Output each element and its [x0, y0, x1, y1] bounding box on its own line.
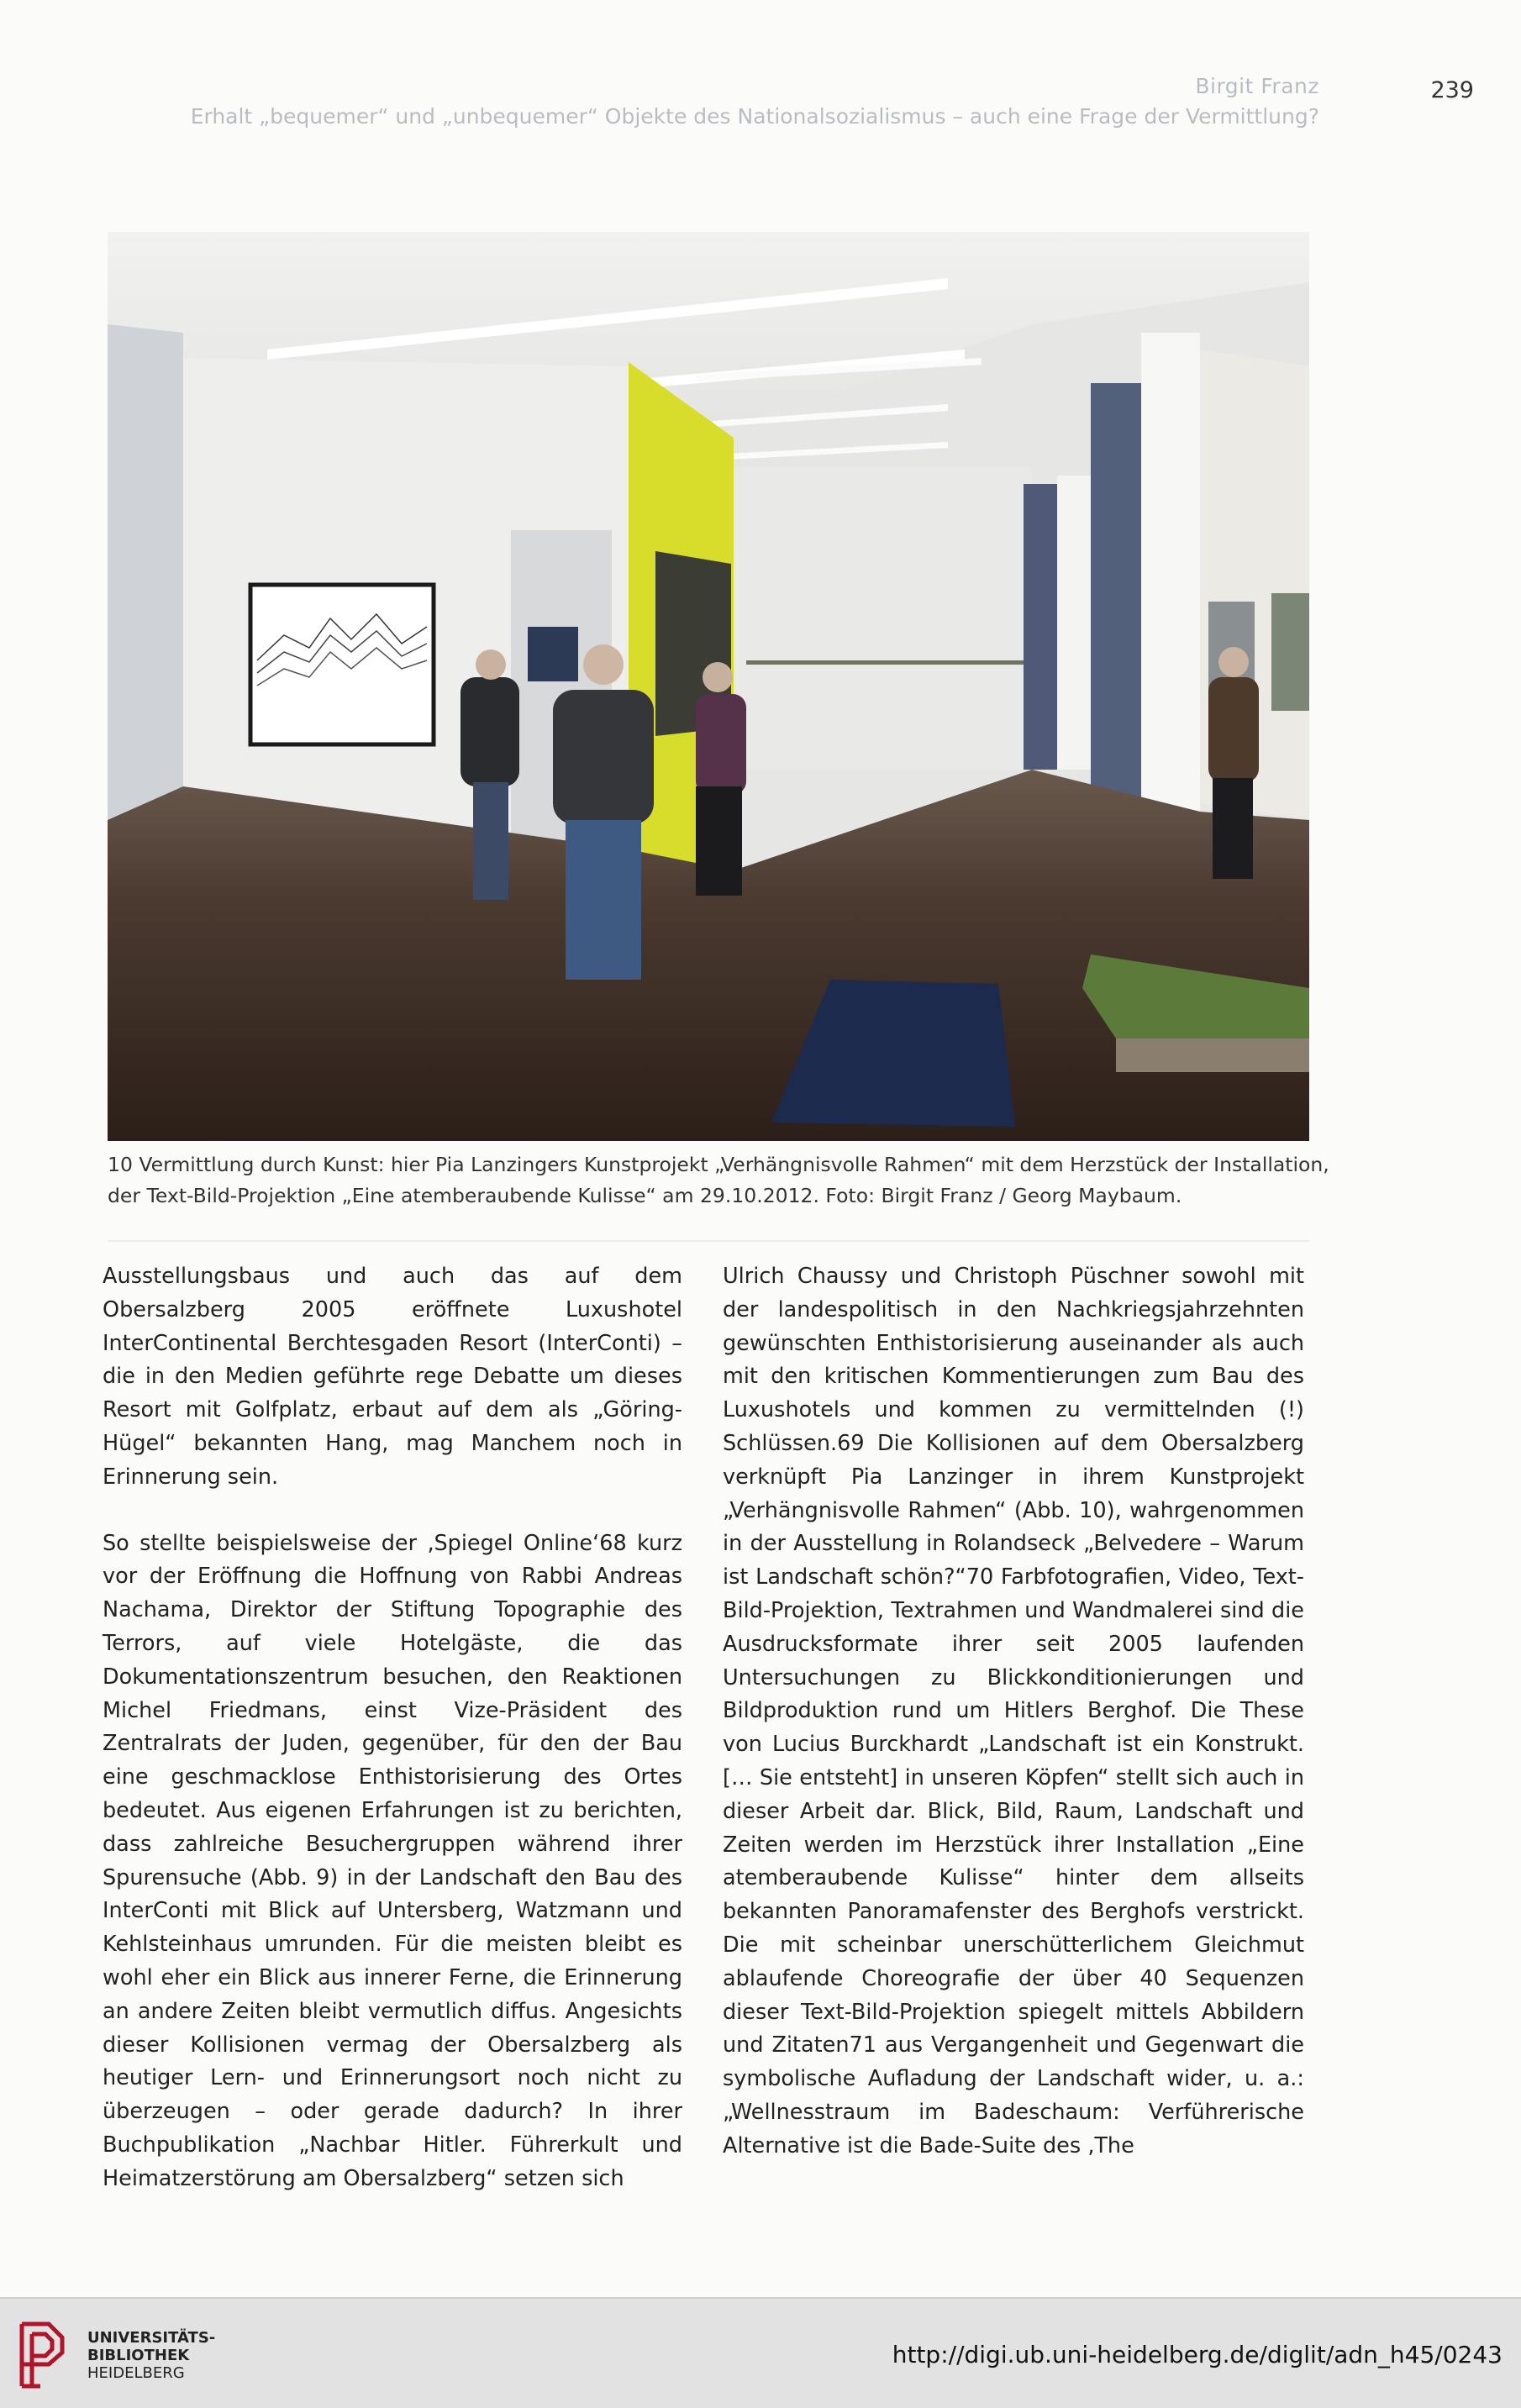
digitization-footer [0, 2297, 1521, 2408]
figure-caption: 10 Vermittlung durch Kunst: hier Pia Lanzingers Kunstprojekt „Verhängnisvolle Rahmen“ mit dem Herzstück der Installation, der Text-Bild-Projektion „Eine atemberaubende Kulisse“ am 29.10.2012. Foto: Birgit Franz / Georg Maybaum. [108, 1153, 1329, 1207]
caption-divider [108, 1240, 1309, 1242]
paragraph: Ulrich Chaussy und Christoph Püschner sowohl mit der landespolitisch in den Nachkriegsjahrzehnten gewünschten Enthistorisierung auseinander als auch mit den kritischen Kommentierungen zum Bau des Luxushotels und kommen zu vermittelnden (!) Schlüssen.69 Die Kollisionen auf dem Obersalzberg verknüpft Pia Lanzinger in ihrem Kunstprojekt „Verhängnisvolle Rahmen“ (Abb. 10), wahrgenommen in der Ausstellung in Rolandseck „Belvedere – Warum ist Landschaft schön?“70 Farbfotografien, Video, Text-Bild-Projektion, Textrahmen und Wandmalerei sind die Ausdrucksformate ihrer seit 2005 laufenden Untersuchungen zu Blickkonditionierungen und Bildproduktion rund um Hitlers Berghof. Die These von Lucius Burckhardt „Landschaft ist ein Konstrukt. [… Sie entsteht] in unseren Köpfen“ stellt sich auch in dieser Arbeit dar. Blick, Bild, Raum, Landschaft und Zeiten werden im Herzstück ihrer Installation „Eine atemberaubende Kulisse“ hinter dem allseits bekannten Panoramafenster des Berghofs verstrickt. Die mit scheinbar unerschütterlichem Gleichmut ablaufende Choreografie der über 40 Sequenzen dieser Text-Bild-Projektion spiegelt mittels Abbildern und Zitaten71 aus Vergangenheit und Gegenwart die symbolische Aufladung der Landschaft wider, u. a.: „Wellnesstraum im Badeschaum: Verführerische Alternative ist die Bade-Suite des ‚The [723, 1264, 1304, 2158]
source-url-link[interactable]: http://digi.ub.uni-heidelberg.de/diglit/adn_h45/0243 [892, 2341, 1503, 2369]
text-column-right [723, 1260, 1304, 2164]
page-number: 239 [1430, 77, 1474, 103]
library-logo-icon [15, 2316, 74, 2391]
exhibition-photo [108, 232, 1309, 1141]
text-column-left [103, 1260, 682, 2196]
library-city: HEIDELBERG [87, 2364, 185, 2382]
running-header-author: Birgit Franz [1195, 74, 1319, 98]
paragraph: Ausstellungsbaus und auch das auf dem Obersalzberg 2005 eröffnete Luxushotel InterContinental Berchtesgaden Resort (InterConti) – die in den Medien geführte rege Debatte um dieses Resort mit Golfplatz, erbaut auf dem als „Göring-Hügel“ bekannten Hang, mag Manchem noch in Erinnerung sein. [103, 1264, 682, 1490]
running-header-title: Erhalt „bequemer“ und „unbequemer“ Objekte des Nationalsozialismus – auch eine Frage der Vermittlung? [190, 104, 1319, 129]
paragraph: So stellte beispielsweise der ‚Spiegel Online‘68 kurz vor der Eröffnung die Hoffnung von Rabbi Andreas Nachama, Direktor der Stiftung Topographie des Terrors, auf viele Hotelgäste, die das Dokumentationszentrum besuchen, den Reaktionen Michel Friedmans, einst Vize-Präsident des Zentralrats der Juden, gegenüber, für den der Bau eine geschmacklose Enthistorisierung des Ortes bedeutet. Aus eigenen Erfahrungen ist zu berichten, dass zahlreiche Besuchergruppen während ihrer Spurensuche (Abb. 9) in der Landschaft den Bau des InterConti mit Blick auf Untersberg, Watzmann und Kehlsteinhaus umrunden. Für die meisten bleibt es wohl eher ein Blick aus innerer Ferne, die Erinnerung an andere Zeiten bleibt vermutlich diffus. Angesichts dieser Kollisionen vermag der Obersalzberg als heutiger Lern- und Erinnerungsort noch nicht zu überzeugen – oder gerade dadurch? In ihrer Buchpublikation „Nachbar Hitler. Führerkult und Heimatzerstörung am Obersalzberg“ setzen sich [103, 1530, 682, 2191]
library-name: UNIVERSITÄTS- BIBLIOTHEK HEIDELBERG [87, 2329, 216, 2382]
